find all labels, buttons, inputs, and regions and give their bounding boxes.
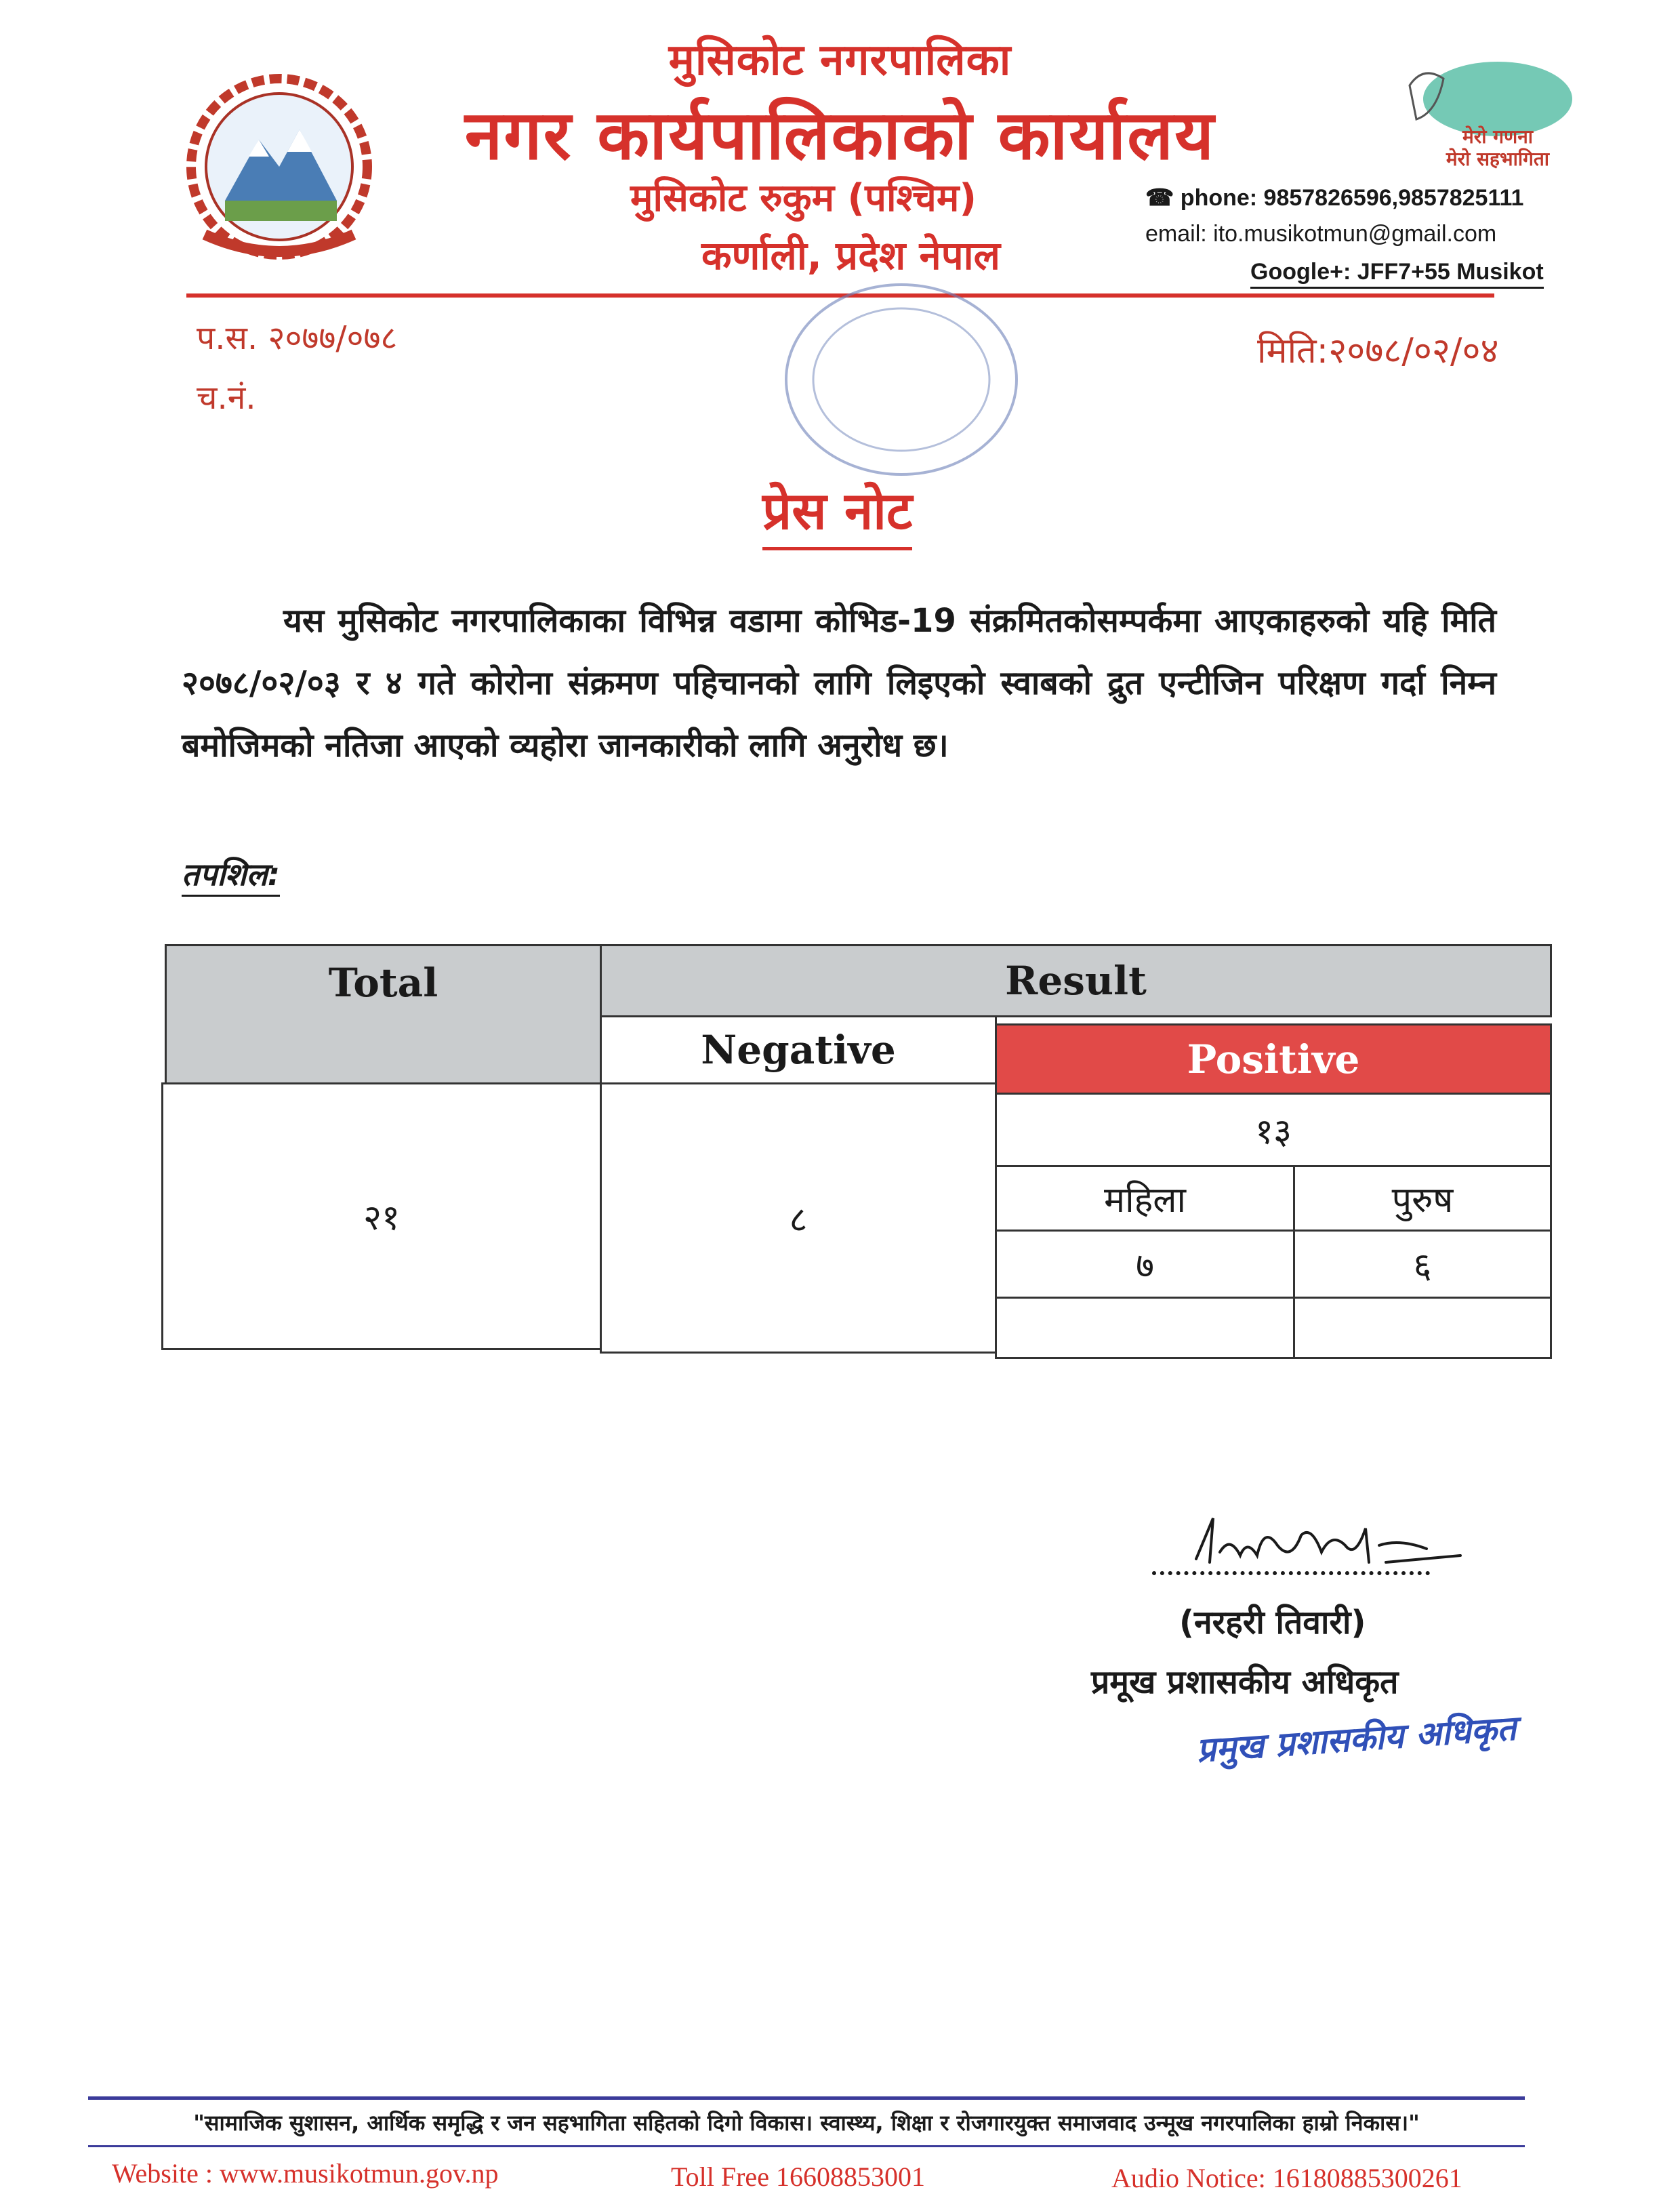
positive-value: १३ [995, 1093, 1552, 1167]
website-link[interactable]: Website : www.musikotmun.gov.np [112, 2158, 499, 2189]
office-stamp-icon [773, 271, 1030, 488]
office-province: कर्णाली, प्रदेश नेपाल [701, 232, 1000, 279]
total-header: Total [165, 944, 602, 1084]
toll-free-number: Toll Free 16608853001 [671, 2161, 925, 2192]
google-plus-code: Google+: JFF7+55 Musikot [1250, 259, 1544, 289]
footer-divider [88, 2096, 1525, 2100]
signatory-name: (नरहरी तिवारी) [1179, 1604, 1366, 1642]
negative-header: Negative [600, 1015, 997, 1084]
telephone-icon: ☎ [1145, 185, 1181, 211]
svg-text:मेरो गणना: मेरो गणना [1462, 125, 1533, 148]
male-value: ६ [1293, 1230, 1552, 1299]
total-value: २१ [161, 1082, 602, 1350]
phone-number: ☎ phone: 9857826596,9857825111 [1145, 185, 1524, 211]
census-campaign-logo [1396, 58, 1576, 180]
press-note-body: यस मुसिकोट नगरपालिकाका विभिन्न वडामा कोभिड-19 संक्रमितकोसम्पर्कमा आएकाहरुको यहि मिति २०७८/०२/०३ र ४ गते कोरोना संक्रमण पहिचानको लागि लिइएको स्वाबको द्रुत एन्टीजिन परिक्षण गर्दा निम्न बमोजिमको नतिजा आएको व्यहोरा जानकारीको लागि अनुरोध छ। [182, 602, 1496, 765]
empty-cell [1293, 1297, 1552, 1359]
male-header: पुरुष [1293, 1165, 1552, 1232]
document-date: मिति:२०७८/०२/०४ [1257, 331, 1499, 371]
svg-text:मेरो सहभागिता: मेरो सहभागिता [1446, 148, 1550, 170]
empty-cell [995, 1297, 1295, 1359]
email-address: email: ito.musikotmun@gmail.com [1145, 221, 1497, 247]
female-header: महिला [995, 1165, 1295, 1232]
press-note-title: प्रेस नोट [762, 474, 912, 550]
fiscal-year-reference: प.स. २०७७/०७८ [197, 319, 398, 357]
designation-stamp: प्रमुख प्रशासकीय अधिकृत [1195, 1708, 1518, 1770]
office-name: नगर कार्यपालिकाको कार्यालय [464, 96, 1216, 175]
dispatch-number: च.नं. [197, 379, 256, 417]
audio-notice-number: Audio Notice: 16180885300261 [1111, 2163, 1462, 2193]
female-value: ७ [995, 1230, 1295, 1299]
signatory-designation: प्रमूख प्रशासकीय अधिकृत [1091, 1663, 1399, 1701]
municipality-name: मुसिकोट नगरपालिका [668, 35, 1012, 85]
result-header: Result [600, 944, 1552, 1017]
footer-slogan: "सामाजिक सुशासन, आर्थिक समृद्धि र जन सहभागिता सहितको दिगो विकास। स्वास्थ्य, शिक्षा र रोजगारयुक्त समाजवाद उन्मूख नगरपालिका हाम्रो निकास।" [193, 2110, 1420, 2136]
footer-divider [88, 2145, 1525, 2147]
details-label: तपशिल: [182, 853, 280, 897]
office-location: मुसिकोट रुकुम (पश्चिम) [630, 176, 977, 220]
negative-value: ८ [600, 1082, 997, 1354]
signature-line [1152, 1571, 1430, 1575]
positive-header: Positive [995, 1023, 1552, 1095]
